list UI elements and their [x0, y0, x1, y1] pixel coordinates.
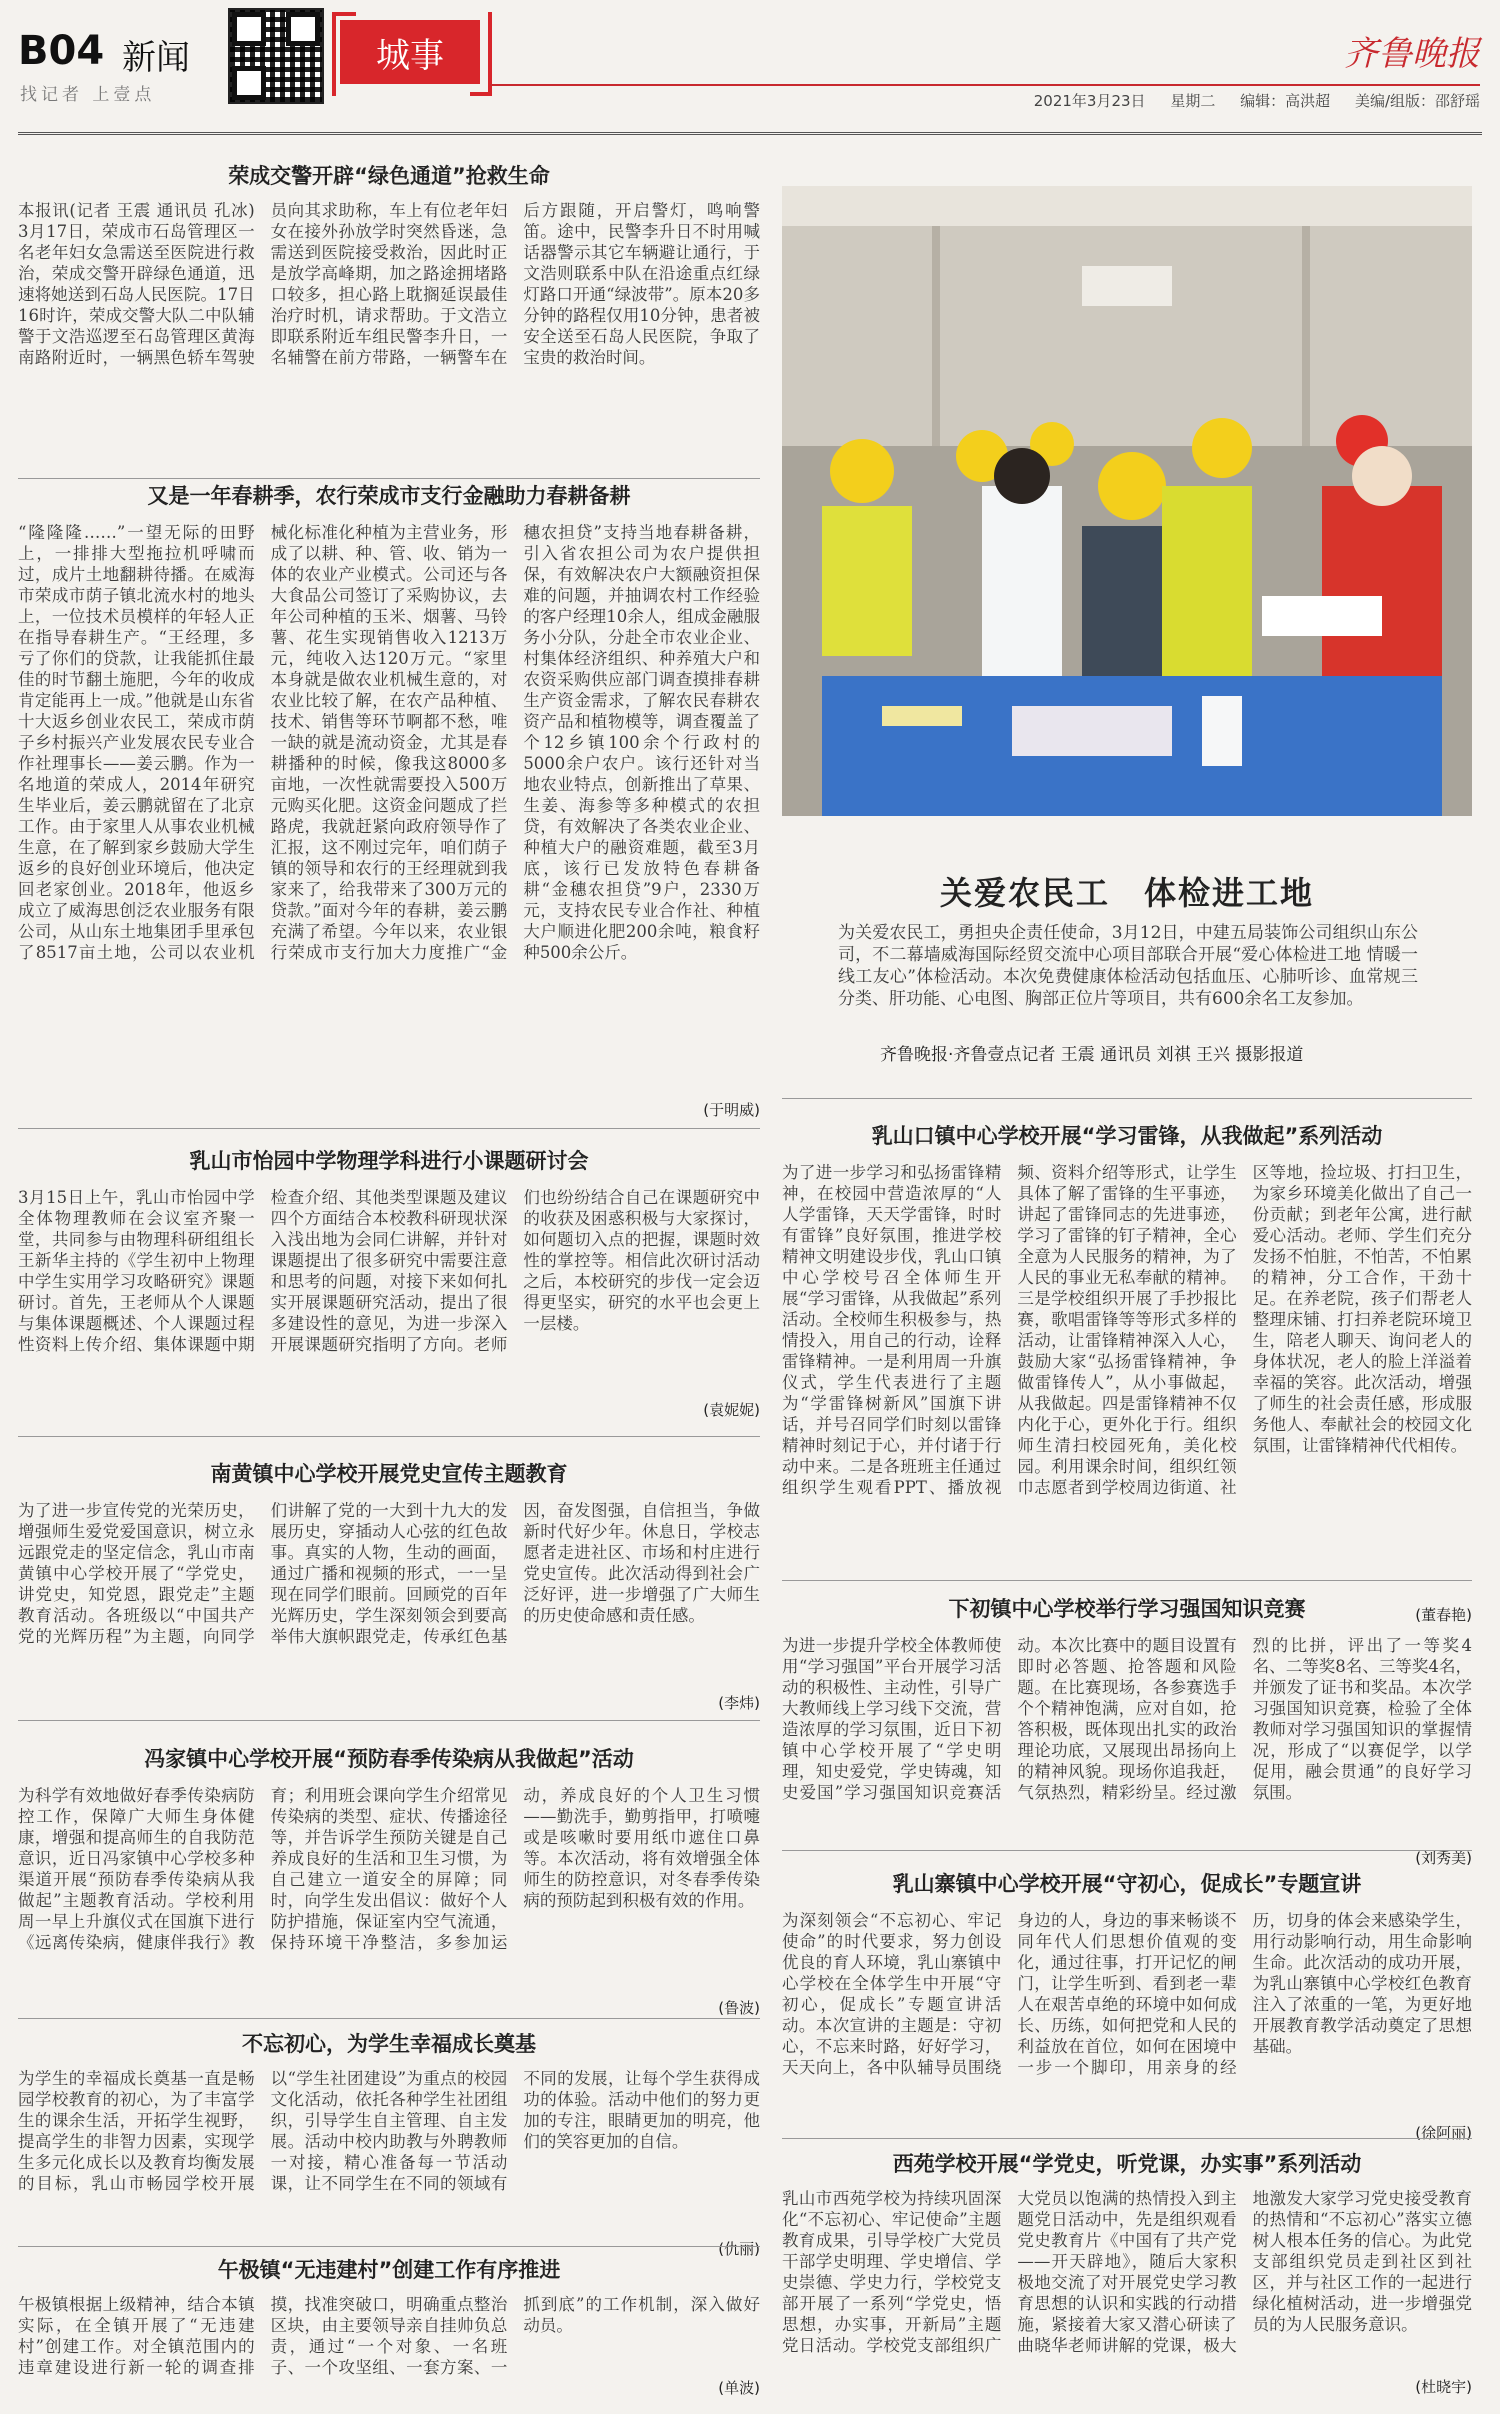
- article-disease-prevention[interactable]: [18, 1743, 760, 2018]
- header-rule: [490, 84, 1480, 86]
- article-title[interactable]: 冯家镇中心学校开展“预防春季传染病从我做起”活动: [144, 1747, 634, 1771]
- header-subtitle: 找记者 上壹点: [20, 85, 156, 105]
- header-divider: [18, 132, 1482, 135]
- article-xiyuan-school[interactable]: [782, 2148, 1472, 2398]
- qr-code-icon[interactable]: [228, 8, 324, 104]
- issue-date: 2021年3月23日: [1033, 92, 1146, 110]
- article-body: 为了进一步宣传党的光荣历史，增强师生爱党爱国意识，树立永远跟党走的坚定信念，乳山市南黄镇中心学校开展了“学党史，讲党史，知党恩，跟党走”主题教育活动。各班级以“中国共产党的光辉历程”为主题，向同学们讲解了党的一大到十九大的发展历史，穿插动人心弦的红色故事。真实的人物，生动的画面，通过广播和视频的形式，一一呈现在同学们眼前。回顾党的百年光辉历史，学生深刻领会到要高举伟大旗帜跟党走，传承红色基因，奋发图强，自信担当，争做新时代好少年。休息日，学校志愿者走进社区、市场和村庄进行党史宣传。此次活动得到社会广泛好评，进一步增强了广大师生的历史使命感和责任感。: [18, 1501, 760, 1646]
- article-title[interactable]: 乳山口镇中心学校开展“学习雷锋，从我做起”系列活动: [871, 1124, 1383, 1148]
- article-body: 为学生的幸福成长奠基一直是畅园学校教育的初心，为了丰富学生的课余生活，开拓学生视野，提高学生的非智力因素，实现学生多元化成长以及教育均衡发展的目标，乳山市畅园学校开展以“学生社团建设”为重点的校园文化活动，依托各种学生社团组织，引导学生自主管理、自主发展。活动中校内助教与外聘教师一对接，精心准备每一节活动课，让不同学生在不同的领域有不同的发展，让每个学生获得成功的体验。活动中他们的努力更加的专注，眼睛更加的明亮，他们的笑容更加的自信。: [18, 2069, 760, 2193]
- article-bank-loan[interactable]: [18, 480, 760, 1120]
- article-body: 3月15日上午，乳山市怡园中学全体物理教师在会议室齐聚一堂，共同参与由物理科研组组长王新华主持的《学生初中上物理中学生实用学习攻略研究》课题研讨。首先，王老师从个人课题与集体课题概述、个人课题过程性资料上传介绍、集体课题中期检查介绍、其他类型课题及建议四个方面结合本校教科研现状深入浅出地为会同仁讲解，并针对课题提出了很多研究中需要注意和思考的问题，对接下来如何扎实开展课题研究活动，提出了很多建设性的意见，为进一步深入开展课题研究指明了方向。老师们也纷纷结合自己在课题研究中的收获及困惑积极与大家探讨，如何题切入点的把握，课题时效性的掌控等。相信此次研讨活动之后，本校研究的步伐一定会迈得更坚实，研究的水平也会更上一层楼。: [18, 1188, 760, 1354]
- divider: [782, 2138, 1472, 2139]
- article-body: 午极镇根据上级精神，结合本镇实际，在全镇开展了“无违建村”创建工作。对全镇范围内的违章建设进行新一轮的调查排摸，找准突破口，明确重点整治区块，由主要领导亲自挂帅负总责，通过“一个对象、一名班子、一个攻坚组、一套方案、一抓到底”的工作机制，深入做好动员。: [18, 2295, 760, 2377]
- article-title[interactable]: 南黄镇中心学校开展党史宣传主题教育: [210, 1462, 568, 1486]
- newspaper-logo: 齐鲁晚报: [1344, 34, 1480, 74]
- article-signature: (单波): [718, 2379, 760, 2397]
- editor-credit: 编辑：高洪超: [1240, 92, 1331, 110]
- designer-credit: 美编/组版：邵舒瑶: [1354, 92, 1480, 110]
- banner-frame-right: [470, 12, 492, 96]
- section-banner: 城事: [340, 20, 480, 84]
- divider: [782, 1580, 1472, 1581]
- article-title[interactable]: 荣成交警开辟“绿色通道”抢救生命: [228, 164, 550, 188]
- article-title[interactable]: 乳山寨镇中心学校开展“守初心，促成长”专题宣讲: [892, 1872, 1362, 1896]
- section-name: 新闻: [122, 38, 190, 78]
- article-body: “隆隆隆……”一望无际的田野上，一排排大型拖拉机呼啸而过，成片土地翻耕待播。在威海市荣成市荫子镇北流水村的地头上，一位技术员模样的年轻人正在指导春耕生产。“王经理，多亏了你们的贷款，让我能抓住最佳的时节翻土施肥，今年的收成肯定能再上一成。”他就是山东省十大返乡创业农民工，荣成市荫子乡村振兴产业发展农民专业合作社理事长——姜云鹏。作为一名地道的荣成人，2014年研究生毕业后，姜云鹏就留在了北京工作。由于家里人从事农业机械生意，在了解到家乡鼓励大学生返乡的良好创业环境后，他决定回老家创业。2018年，他返乡成立了威海思创泛农业服务有限公司，从山东土地集团手里承包了8517亩土地，公司以农业机械化标准化种植为主营业务，形成了以耕、种、管、收、销为一体的农业产业模式。公司还与各大食品公司签订了采购协议，去年公司种植的玉米、烟薯、马铃薯、花生实现销售收入1213万元，纯收入达120万元。“家里本身就是做农业机械生意的，对农业比较了解，在农产品种植、技术、销售等环节啊都不愁，唯一缺的就是流动资金，尤其是春耕播种的时候，像我这8000多亩地，一次性就需要投入500万元购买化肥。这资金问题成了拦路虎，我就赶紧向政府领导作了汇报，这不刚过完年，咱们荫子镇的领导和农行的王经理就到我家来了，给我带来了300万元的贷款。”面对今年的春耕，姜云鹏充满了希望。今年以来，农业银行荣成市支行加大力度推广“金穗农担贷”支持当地春耕备耕，引入省农担公司为农户提供担保，有效解决农户大额融资担保难的问题，并抽调农村工作经验的客户经理10余人，组成金融服务小分队，分赴全市农业企业、村集体经济组织、种养殖大户和农资采购供应部门调查摸排春耕生产资金需求，了解农民春耕农资产品和植物模等，调查覆盖了个12乡镇100余个行政村的5000余户农户。该行还针对当地农业特点，创新推出了草果、生姜、海参等多种模式的农担贷，有效解决了各类农业企业、种植大户的融资难题，截至3月底，该行已发放特色春耕备耕“金穗农担贷”9户，2330万元，支持农民专业合作社、种植大户顺进化肥200余吨，粮食籽种500余公斤。: [18, 523, 760, 962]
- divider: [18, 1436, 760, 1437]
- issue-weekday: 星期二: [1170, 92, 1216, 110]
- article-signature: (于明威): [703, 1101, 760, 1119]
- article-traffic-police[interactable]: [18, 160, 760, 500]
- divider: [782, 1850, 1472, 1851]
- article-original-aspiration[interactable]: [782, 1868, 1472, 2143]
- article-body: 为进一步提升学校全体教师使用“学习强国”平台开展学习活动的积极性、主动性，引导广大教师线上学习线下交流，营造浓厚的学习氛围，近日下初镇中心学校开展了“学史明理，知史爱党，学史铸魂，知史爱国”学习强国知识竞赛活动。本次比赛中的题目设置有即时必答题、抢答题和风险题。在比赛现场，各参赛选手个个精神饱满，应对自如，抢答积极，既体现出扎实的政治理论功底，又展现出昂扬向上的精神风貌。现场你追我赶，气氛热烈，精彩纷呈。经过激烈的比拼，评出了一等奖4名、二等奖8名、三等奖4名，并颁发了证书和奖品。本次学习强国知识竞赛，检验了全体教师对学习强国知识的掌握情况，形成了“以赛促学，以学促用，融会贯通”的良好学习氛围。: [782, 1636, 1472, 1802]
- article-title[interactable]: 不忘初心，为学生幸福成长奠基: [242, 2032, 536, 2056]
- feature-title[interactable]: 关爱农民工 体检进工地: [939, 874, 1314, 912]
- article-body: 乳山市西苑学校为持续巩固深化“不忘初心、牢记使命”主题教育成果，引导学校广大党员干部学史明理、学史增信、学史崇德、学史力行，学校党支部开展了一系列“学党史，悟思想，办实事，开新局”主题党日活动。学校党支部组织广大党员以饱满的热情投入到主题党日活动中，先是组织观看党史教育片《中国有了共产党——开天辟地》，随后大家积极地交流了对开展党史学习教育思想的认识和实践的行动措施，紧接着大家又潜心研读了曲晓华老师讲解的党课，极大地激发大家学习党史接受教育的热情和“不忘初心”落实立德树人根本任务的信心。为此党支部组织党员走到社区到社区，并与社区工作的一起进行绿化植树活动，进一步增强党员的为人民服务意识。: [782, 2189, 1472, 2355]
- divider: [18, 1720, 760, 1721]
- article-signature: (袁妮妮): [703, 1401, 760, 1419]
- article-lei-feng[interactable]: [782, 1120, 1472, 1625]
- worker-checkup-photo[interactable]: [782, 186, 1472, 816]
- article-body: 为科学有效地做好春季传染病防控工作，保障广大师生身体健康，增强和提高师生的自我防范意识，近日冯家镇中心学校多种渠道开展“预防春季传染病从我做起”主题教育活动。学校利用周一早上升旗仪式在国旗下进行《远离传染病，健康伴我行》教育；利用班会课向学生介绍常见传染病的类型、症状、传播途径等，并告诉学生预防关键是自己养成良好的生活和卫生习惯，为自己建立一道安全的屏障；同时，向学生发出倡议：做好个人防护措施，保证室内空气流通，保持环境干净整洁，多参加运动，养成良好的个人卫生习惯——勤洗手，勤剪指甲，打喷嚏或是咳嗽时要用纸巾遮住口鼻等。本次活动，将有效增强全体师生的防控意识，对冬春季传染病的预防起到积极有效的作用。: [18, 1786, 760, 1952]
- page-number: B04: [18, 28, 105, 74]
- feature-credit: 齐鲁晚报·齐鲁壹点记者 王震 通讯员 刘祺 王兴 摄影报道: [880, 1045, 1304, 1065]
- article-signature: (鲁波): [718, 1999, 760, 2017]
- divider: [782, 1098, 1472, 1099]
- divider: [18, 2018, 760, 2019]
- article-physics-seminar[interactable]: [18, 1145, 760, 1420]
- page-header: [0, 0, 1500, 130]
- article-no-illegal-building[interactable]: [18, 2254, 760, 2399]
- article-signature: (徐阿丽): [1415, 2124, 1472, 2142]
- divider: [18, 2246, 760, 2247]
- article-title[interactable]: 又是一年春耕季，农行荣成市支行金融助力春耕备耕: [147, 484, 631, 508]
- header-meta: [1014, 90, 1480, 111]
- article-body: 本报讯(记者 王震 通讯员 孔冰) 3月17日，荣成市石岛管理区一名老年妇女急需送至医院进行救治，荣成交警开辟绿色通道，迅速将她送到石岛人民医院。17日16时许，荣成交警大队二中队辅警于文浩巡逻至石岛管理区黄海南路附近时，一辆黑色轿车驾驶员向其求助称，车上有位老年妇女在接外孙放学时突然昏迷，急需送到医院接受救治，因此时正是放学高峰期，加之路途拥堵路口较多，担心路上耽搁延误最佳治疗时机，请求帮助。于文浩立即联系附近车组民警李升日，一名辅警在前方带路，一辆警车在后方跟随，开启警灯，鸣响警笛。途中，民警李升日不时用喊话器警示其它车辆避让通行，于文浩则联系中队在沿途重点红绿灯路口开通“绿波带”。原本20多分钟的路程仅用10分钟，患者被安全送至石岛人民医院，争取了宝贵的救治时间。: [18, 201, 760, 367]
- article-study-quiz[interactable]: [782, 1593, 1472, 1868]
- article-title[interactable]: 午极镇“无违建村”创建工作有序推进: [217, 2258, 561, 2282]
- article-signature: (李炜): [718, 1694, 760, 1712]
- article-body: 为了进一步学习和弘扬雷锋精神，在校园中营造浓厚的“人人学雷锋，天天学雷锋，时时有雷锋”良好氛围，推进学校精神文明建设步伐，乳山口镇中心学校号召全体师生开展“学习雷锋，从我做起”系列活动。全校师生积极参与，热情投入，用自己的行动，诠释雷锋精神。一是利用周一升旗仪式，学生代表进行了主题为“学雷锋树新风”国旗下讲话，并号召同学们时刻以雷锋精神时刻记于心，并付诸于行动中来。二是各班班主任通过组织学生观看PPT、播放视频、资料介绍等形式，让学生具体了解了雷锋的生平事迹，讲起了雷锋同志的先进事迹，学习了雷锋的钉子精神，全心全意为人民服务的精神，为了人民的事业无私奉献的精神。三是学校组织开展了手抄报比赛，歌唱雷锋等等形式多样的活动，让雷锋精神深入人心，鼓励大家“弘扬雷锋精神，争做雷锋传人”，从小事做起，从我做起。四是雷锋精神不仅内化于心，更外化于行。组织师生清扫校园死角，美化校园。利用课余时间，组织红领巾志愿者到学校周边街道、社区等地，捡垃圾、打扫卫生，为家乡环境美化做出了自己一份贡献；到老年公寓，进行献爱心活动。老师、学生们充分发扬不怕脏，不怕苦，不怕累的精神，分工合作，干劲十足。在养老院，孩子们帮老人整理床铺、打扫养老院环境卫生，陪老人聊天、询问老人的身体状况，老人的脸上洋溢着幸福的笑容。此次活动，增强了师生的社会责任感，形成服务他人、奉献社会的校园文化氛围，让雷锋精神代代相传。: [782, 1163, 1472, 1497]
- article-body: 为深刻领会“不忘初心、牢记使命”的时代要求，努力创设优良的育人环境，乳山寨镇中心学校在全体学生中开展“守初心，促成长”专题宣讲活动。本次宣讲的主题是：守初心，不忘来时路，好好学习，天天向上，各中队辅导员围绕身边的人，身边的事来畅谈不同年代人们思想价值观的变化，通过往事，打开记忆的闸门，让学生听到、看到老一辈人在艰苦卓绝的环境中如何成长、历练，如何把党和人民的利益放在首位，如何在困境中一步一个脚印，用亲身的经历，切身的体会来感染学生，用行动影响行动，用生命影响生命。此次活动的成功开展，为乳山寨镇中心学校红色教育注入了浓重的一笔，为更好地开展教育教学活动奠定了思想基础。: [782, 1911, 1472, 2077]
- divider: [18, 1128, 760, 1129]
- article-school-clubs[interactable]: [18, 2028, 760, 2259]
- article-signature: (董春艳): [1415, 1606, 1472, 1624]
- divider: [18, 478, 760, 479]
- article-signature: (刘秀美): [1415, 1849, 1472, 1867]
- article-title[interactable]: 西苑学校开展“学党史，听党课，办实事”系列活动: [892, 2152, 1362, 2176]
- article-title[interactable]: 乳山市怡园中学物理学科进行小课题研讨会: [189, 1149, 589, 1173]
- article-signature: (杜晓宇): [1415, 2378, 1472, 2396]
- article-party-history[interactable]: [18, 1458, 760, 1713]
- article-signature: (仇丽): [718, 2240, 760, 2258]
- article-title[interactable]: 下初镇中心学校举行学习强国知识竞赛: [948, 1597, 1306, 1621]
- feature-body: 为关爱农民工，勇担央企责任使命，3月12日，中建五局装饰公司组织山东公司，不二幕墙威海国际经贸交流中心项目部联合开展“爱心体检进工地 情暖一线工友心”体检活动。本次免费健康体检活动包括血压、心肺听诊、血常规三分类、肝功能、心电图、胸部正位片等项目，共有600余名工友参加。: [838, 923, 1418, 1009]
